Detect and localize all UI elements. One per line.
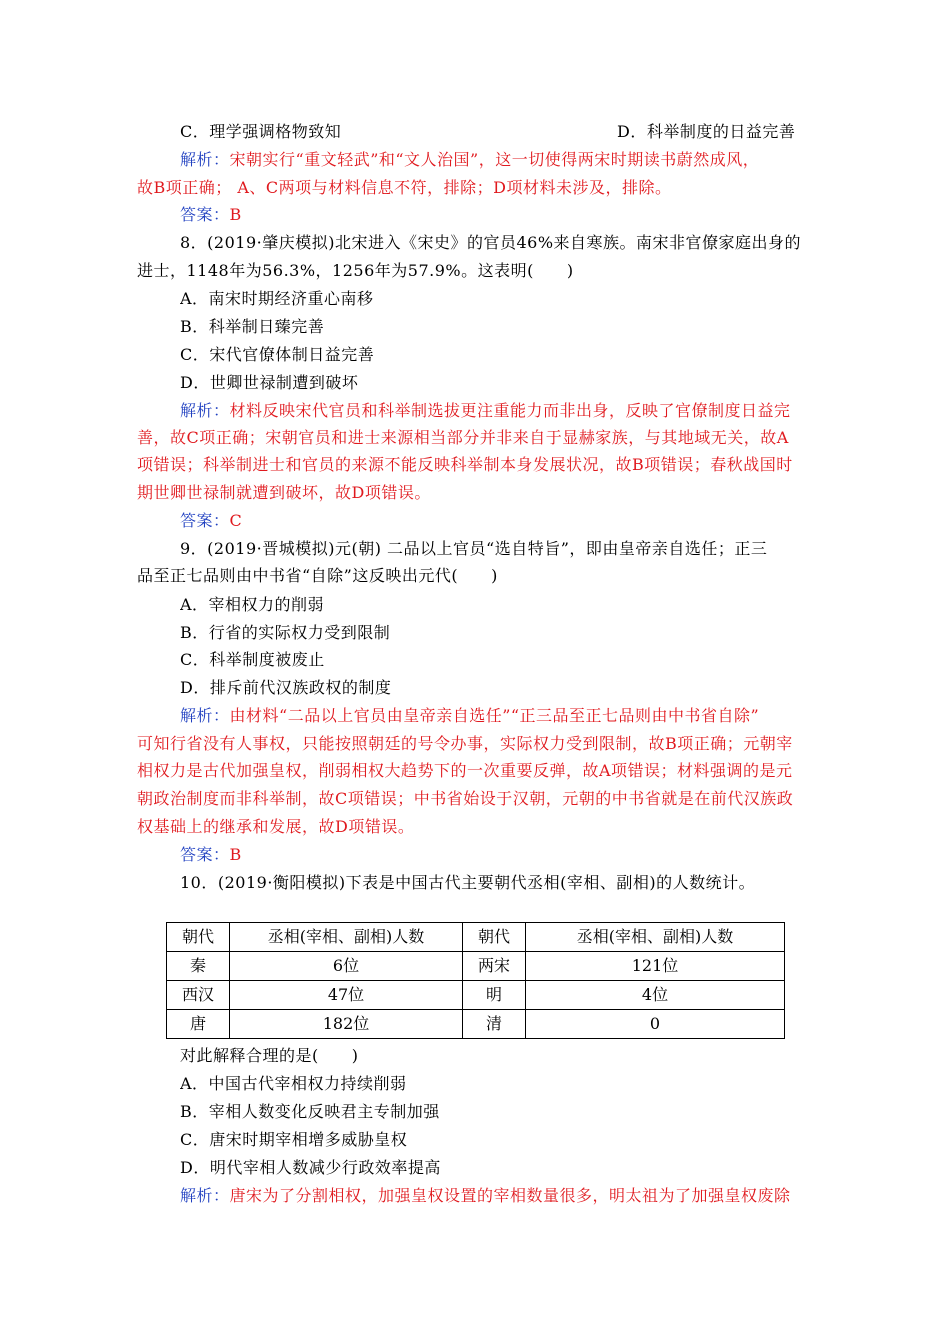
analysis-text: 唐宋为了分割相权，加强皇权设置的宰相数量很多，明太祖为了加强皇权废除 <box>229 1186 791 1205</box>
analysis-text: 期世卿世禄制就遭到破坏，故D项错误。 <box>137 483 431 502</box>
q8-option-c: C．宋代官僚体制日益完善 <box>180 345 375 364</box>
q9-option-c: C．科举制度被废止 <box>180 650 325 669</box>
answer-value: B <box>229 205 242 224</box>
q9-stem: 品至正七品则由中书省“自除”这反映出元代( ) <box>137 566 498 585</box>
q10-option-c: C．唐宋时期宰相增多威胁皇权 <box>180 1130 408 1149</box>
table-cell: 121位 <box>526 952 785 981</box>
q9-answer-line <box>180 842 860 868</box>
analysis-text: 可知行省没有人事权，只能按照朝廷的号令办事，实际权力受到限制，故B项正确；元朝宰 <box>137 734 793 753</box>
analysis-text: 项错误；科举制进士和官员的来源不能反映科举制本身发展状况，故B项错误；春秋战国时 <box>137 455 793 474</box>
dynasty-stats-table <box>166 922 785 1039</box>
table-cell: 清 <box>463 1010 526 1039</box>
answer-label: 答案： <box>180 845 230 864</box>
answer-value: B <box>229 845 242 864</box>
q8-stem: 8．(2019·肇庆模拟)北宋进入《宋史》的官员46%来自寒族。南宋非官僚家庭出身的 <box>180 233 802 252</box>
q9-stem: 9．(2019·晋城模拟)元(朝) 二品以上官员“选自特旨”，即由皇帝亲自选任；正三 <box>180 539 768 558</box>
q10-option-d: D．明代宰相人数减少行政效率提高 <box>180 1158 441 1177</box>
q7-option-c: C．理学强调格物致知 <box>180 122 342 141</box>
analysis-label: 解析： <box>180 1186 230 1205</box>
analysis-text: 朝政治制度而非科举制，故C项错误；中书省始设于汉朝，元朝的中书省就是在前代汉族政 <box>137 789 794 808</box>
table-cell: 47位 <box>230 981 463 1010</box>
table-cell: 两宋 <box>463 952 526 981</box>
analysis-text: 权基础上的继承和发展，故D项错误。 <box>137 817 415 836</box>
analysis-label: 解析： <box>180 401 230 420</box>
q8-option-d: D．世卿世禄制遭到破坏 <box>180 373 359 392</box>
table-header-cell: 丞相(宰相、副相)人数 <box>526 923 785 952</box>
analysis-label: 解析： <box>180 706 230 725</box>
table-header-cell: 丞相(宰相、副相)人数 <box>230 923 463 952</box>
answer-value: C <box>229 511 243 530</box>
analysis-text: 相权力是古代加强皇权，削弱相权大趋势下的一次重要反弹，故A项错误；材料强调的是元 <box>137 761 793 780</box>
q8-option-b: B．科举制日臻完善 <box>180 317 325 336</box>
analysis-text: 善，故C项正确；宋朝官员和进士来源相当部分并非来自于显赫家族，与其地域无关，故A <box>137 428 789 447</box>
table-cell: 182位 <box>230 1010 463 1039</box>
q10-option-a: A．中国古代宰相权力持续削弱 <box>180 1074 407 1093</box>
q10-question: 对此解释合理的是( ) <box>180 1046 359 1065</box>
q10-option-b: B．宰相人数变化反映君主专制加强 <box>180 1102 440 1121</box>
q9-option-d: D．排斥前代汉族政权的制度 <box>180 678 392 697</box>
table-row <box>167 1010 785 1039</box>
q7-option-d: D．科举制度的日益完善 <box>617 122 796 141</box>
q9-option-a: A．宰相权力的削弱 <box>180 595 325 614</box>
q8-option-a: A．南宋时期经济重心南移 <box>180 289 374 308</box>
table-cell: 6位 <box>230 952 463 981</box>
table-row <box>167 981 785 1010</box>
q7-options-row <box>180 119 860 145</box>
analysis-label: 解析： <box>180 150 230 169</box>
q7-analysis-line <box>180 147 860 173</box>
analysis-text: 宋朝实行“重文轻武”和“文人治国”，这一切使得两宋时期读书蔚然成风， <box>229 150 760 169</box>
q8-stem: 进士，1148年为56.3%，1256年为57.9%。这表明( ) <box>137 261 574 280</box>
q10-stem: 10．(2019·衡阳模拟)下表是中国古代主要朝代丞相(宰相、副相)的人数统计。 <box>180 873 756 892</box>
analysis-text: 故B项正确； A、C两项与材料信息不符，排除；D项材料未涉及，排除。 <box>137 178 672 197</box>
table-row <box>167 952 785 981</box>
table-cell: 明 <box>463 981 526 1010</box>
q7-answer-line <box>180 202 860 228</box>
table-cell: 唐 <box>167 1010 230 1039</box>
table-header-cell: 朝代 <box>463 923 526 952</box>
q8-analysis-line <box>180 398 860 424</box>
q9-option-b: B．行省的实际权力受到限制 <box>180 623 391 642</box>
answer-label: 答案： <box>180 205 230 224</box>
analysis-text: 材料反映宋代官员和科举制选拔更注重能力而非出身，反映了官僚制度日益完 <box>229 401 791 420</box>
table-cell: 西汉 <box>167 981 230 1010</box>
table-cell: 4位 <box>526 981 785 1010</box>
table-cell: 秦 <box>167 952 230 981</box>
analysis-text: 由材料“二品以上官员由皇帝亲自选任”“正三品至正七品则由中书省自除” <box>229 706 760 725</box>
answer-label: 答案： <box>180 511 230 530</box>
q8-answer-line <box>180 508 860 534</box>
table-header-cell: 朝代 <box>167 923 230 952</box>
table-cell: 0 <box>526 1010 785 1039</box>
q10-analysis-line <box>180 1183 860 1209</box>
q9-analysis-line <box>180 703 860 729</box>
table-header-row <box>167 923 785 952</box>
